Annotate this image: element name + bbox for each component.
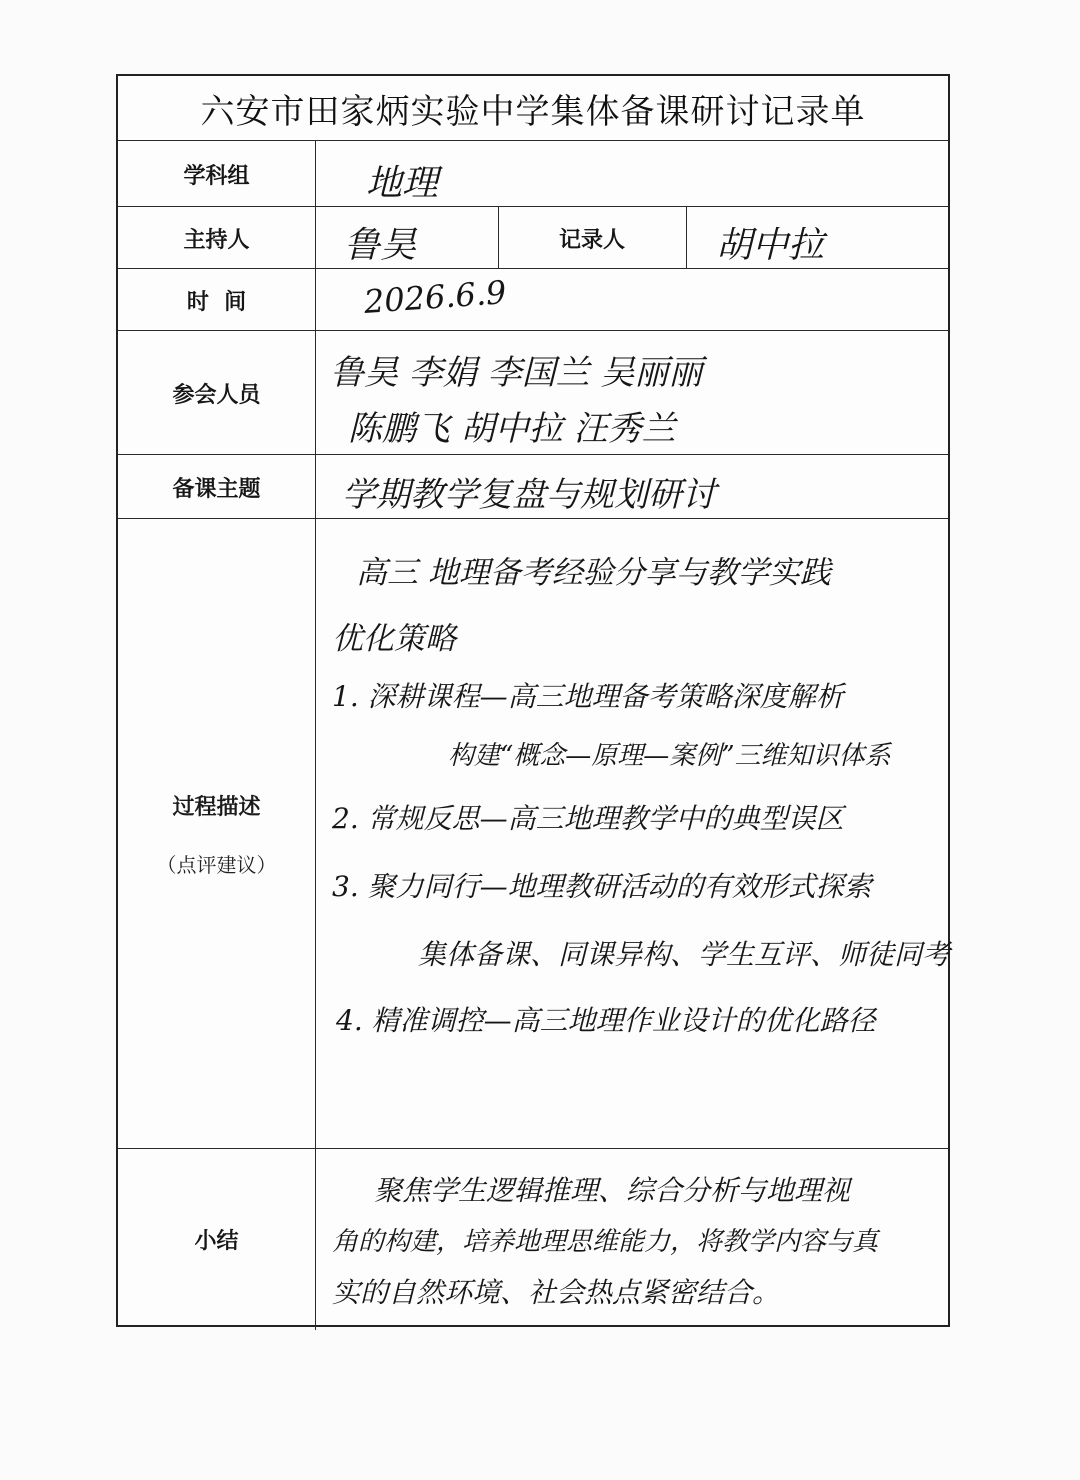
row-theme xyxy=(118,454,948,519)
process-line-5: 2. 常规反思—高三地理教学中的典型误区 xyxy=(332,802,844,835)
label-process-block xyxy=(118,519,315,1149)
label-attendees: 参会人员 xyxy=(172,382,261,408)
row-attendees xyxy=(118,330,948,455)
label-summary: 小结 xyxy=(194,1229,239,1254)
value-attendees-line1: 鲁昊 李娟 李国兰 吴丽丽 xyxy=(330,353,703,393)
process-line-4: 构建“概念—原理—案例”三维知识体系 xyxy=(448,741,891,771)
row-process xyxy=(118,518,951,1149)
row-host-recorder xyxy=(118,206,948,269)
collective-lesson-record-form xyxy=(116,74,950,1327)
process-line-7: 集体备课、同课异构、学生互评、师徒同考 xyxy=(418,938,951,971)
label-theme: 备课主题 xyxy=(172,476,261,502)
row-time xyxy=(118,268,948,331)
process-line-1: 高三 地理备考经验分享与教学实践 xyxy=(356,555,831,591)
process-line-6: 3. 聚力同行—地理教研活动的有效形式探索 xyxy=(332,870,872,903)
label-time: 时 间 xyxy=(186,289,247,315)
process-line-3: 1. 深耕课程—高三地理备考策略深度解析 xyxy=(332,680,844,713)
value-theme: 学期教学复盘与规划研讨 xyxy=(342,475,716,515)
summary-line-2: 角的构建，培养地理思维能力，将教学内容与真 xyxy=(332,1227,879,1257)
label-process-sub: （点评建议） xyxy=(156,853,277,877)
label-host: 主持人 xyxy=(183,227,250,253)
summary-line-3: 实的自然环境、社会热点紧密结合。 xyxy=(332,1276,781,1309)
label-process: 过程描述 xyxy=(172,795,261,820)
value-time: 2026.6.9 xyxy=(362,273,508,321)
value-attendees-line2: 陈鹏飞 胡中拉 汪秀兰 xyxy=(348,409,676,449)
row-subject-group xyxy=(118,140,948,207)
form-title: 六安市田家炳实验中学集体备课研讨记录单 xyxy=(200,91,866,132)
process-line-8: 4. 精准调控—高三地理作业设计的优化路径 xyxy=(336,1004,876,1037)
label-recorder: 记录人 xyxy=(558,227,625,253)
process-line-2: 优化策略 xyxy=(332,621,456,657)
row-summary xyxy=(118,1148,948,1330)
value-host: 鲁昊 xyxy=(344,225,417,266)
value-recorder: 胡中拉 xyxy=(716,225,825,266)
summary-line-1: 聚焦学生逻辑推理、综合分析与地理视 xyxy=(374,1174,851,1207)
value-subject-group: 地理 xyxy=(366,163,439,204)
label-subject-group: 学科组 xyxy=(183,163,250,189)
